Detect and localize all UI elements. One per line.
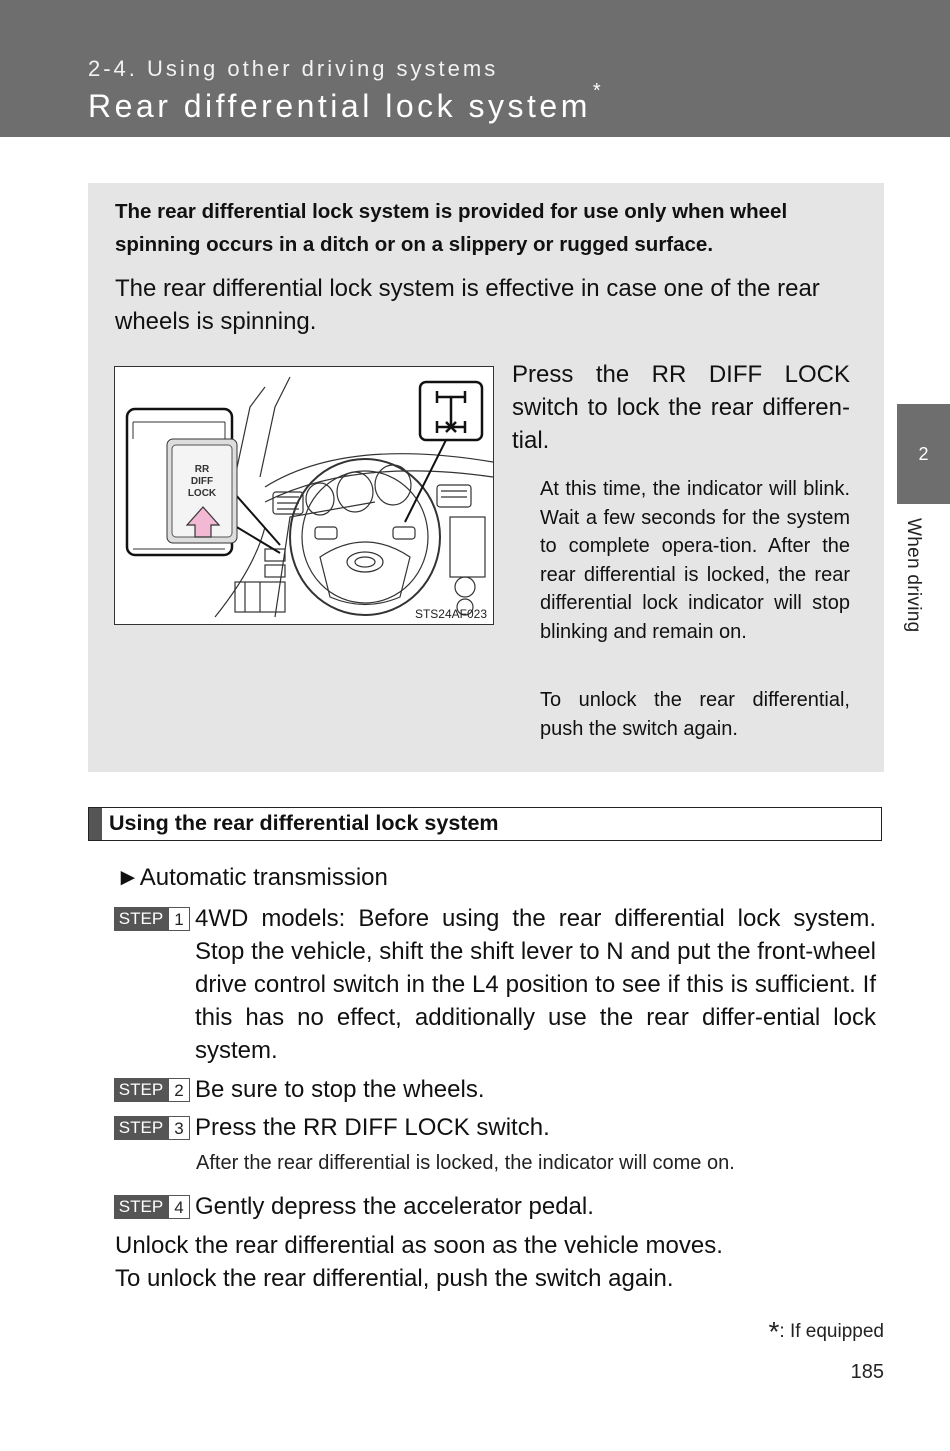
subsection-heading-text: Using the rear differential lock system <box>109 811 499 835</box>
step-badge <box>114 1195 190 1219</box>
intro-text: The rear differential lock system is effective in case one of the rear wheels is spinning. <box>115 275 820 335</box>
switch-label-rr: RR <box>194 464 210 475</box>
indicator-note: At this time, the indicator will blink. Wait a few seconds for the system to complete opera-tion. After the rear differential is locked, the rear differential lock indicator will stop blinking and remain on. <box>540 478 850 643</box>
heading-bar <box>89 808 102 840</box>
transmission-label: ►Automatic transmission <box>116 864 388 891</box>
footnote <box>769 1316 885 1348</box>
footnote-star: * <box>768 1316 780 1347</box>
subsection-heading <box>88 807 882 841</box>
section-label: 2-4. Using other driving systems <box>88 56 499 81</box>
page-number: 185 <box>850 1361 884 1383</box>
chapter-label: When driving <box>903 518 924 633</box>
step-3-note: After the rear differential is locked, the indicator will come on. <box>196 1152 735 1174</box>
step-text: Be sure to stop the wheels. <box>195 1076 485 1103</box>
step-badge <box>114 1116 190 1140</box>
equipped-mark: * <box>592 80 605 103</box>
chapter-number: 2 <box>918 443 929 464</box>
switch-label-diff: DIFF <box>190 476 214 487</box>
step-word: STEP <box>114 1195 168 1219</box>
page-header <box>0 0 950 137</box>
chapter-tab[interactable] <box>897 404 950 504</box>
step-word: STEP <box>114 1078 168 1102</box>
step-badge <box>114 1078 190 1102</box>
dashboard-drawing <box>115 367 493 624</box>
step-word: STEP <box>114 907 168 931</box>
figure-code: STS24AF023 <box>414 607 487 621</box>
step-number: 3 <box>168 1116 190 1140</box>
step-badge <box>114 907 190 931</box>
step-number: 2 <box>168 1078 190 1102</box>
press-instruction: Press the RR DIFF LOCK switch to lock the rear differen-tial. <box>512 361 850 454</box>
page-title-text: Rear differential lock system <box>88 88 591 124</box>
footnote-text: : If equipped <box>779 1321 884 1342</box>
page-title <box>88 80 605 125</box>
switch-label-lock: LOCK <box>187 488 217 499</box>
step-number: 1 <box>168 907 190 931</box>
unlock-line-1: Unlock the rear differential as soon as the vehicle moves. <box>115 1232 723 1259</box>
dashboard-illustration <box>114 366 494 625</box>
step-text: Gently depress the accelerator pedal. <box>195 1193 594 1220</box>
intro-bold-text: The rear differential lock system is provided for use only when wheel spinning occurs in a ditch or on a slippery or rugged surface. <box>115 200 788 256</box>
intro-box <box>88 183 884 772</box>
step-text: Press the RR DIFF LOCK switch. <box>195 1114 550 1141</box>
unlock-note: To unlock the rear differential, push the switch again. <box>540 689 850 740</box>
step-word: STEP <box>114 1116 168 1140</box>
unlock-paragraph <box>115 1229 875 1295</box>
step-number: 4 <box>168 1195 190 1219</box>
step-text: 4WD models: Before using the rear differential lock system. Stop the vehicle, shift the shift lever to N and put the front-wheel drive control switch in the L4 position to see if this is sufficient. If this has no effect, additionally use the rear differ-ential lock system. <box>195 905 876 1064</box>
unlock-line-2: To unlock the rear differential, push the switch again. <box>115 1265 674 1292</box>
